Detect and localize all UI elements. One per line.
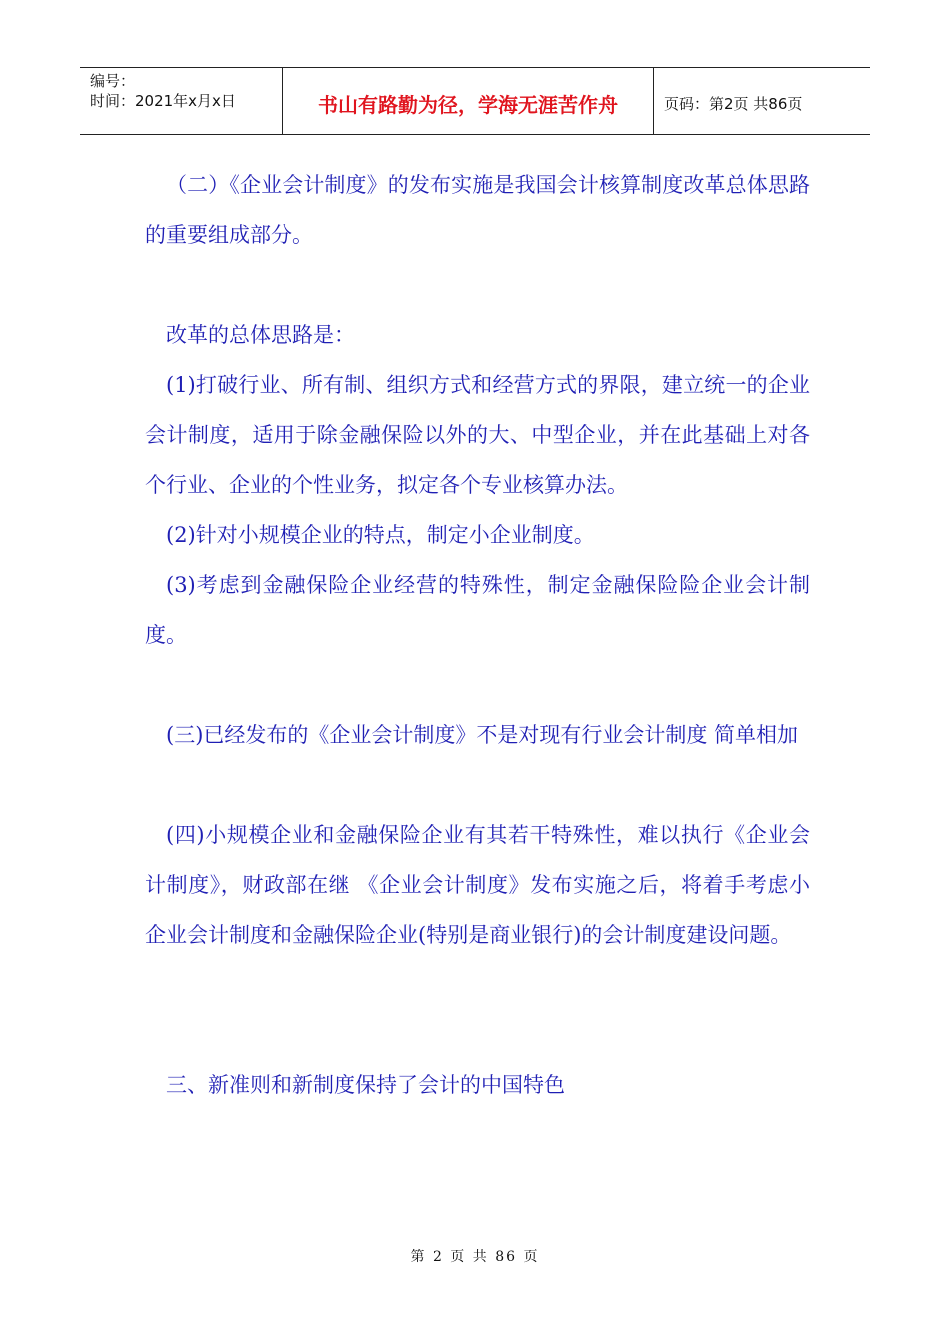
document-date: 时间：2021年x月x日 — [90, 92, 236, 110]
document-number-label: 编号： — [90, 72, 136, 90]
document-body — [145, 160, 810, 1110]
header-left-cell — [80, 68, 282, 134]
paragraph-item-1: (1)打破行业、所有制、组织方式和经营方式的界限，建立统一的企业会计制度，适用于除金融保险以外的大、中型企业，并在此基础上对各个行业、企业的个性业务，拟定各个专业核算办法。 — [145, 373, 810, 497]
header-page-cell — [654, 68, 870, 134]
paragraph-2: （二）《企业会计制度》的发布实施是我国会计核算制度改革总体思路的重要组成部分。 — [145, 173, 810, 247]
spacer — [145, 960, 810, 1060]
paragraph-3: (三)已经发布的《企业会计制度》不是对现有行业会计制度 简单相加 — [166, 723, 799, 747]
paragraph-item-2: (2)针对小规模企业的特点，制定小企业制度。 — [166, 523, 595, 547]
spacer — [145, 660, 810, 710]
page-footer: 第 2 页 共 86 页 — [410, 1249, 540, 1265]
paragraph-overall-idea: 改革的总体思路是： — [166, 323, 355, 347]
section-heading-3: 三、新准则和新制度保持了会计的中国特色 — [166, 1073, 565, 1097]
paragraph-4: (四)小规模企业和金融保险企业有其若干特殊性，难以执行《企业会计制度》，财政部在继 《企业会计制度》发布实施之后，将着手考虑小企业会计制度和金融保险企业(特别是商业银行)的会计制度建设问题。 — [145, 823, 810, 947]
header-motto-cell — [282, 68, 654, 134]
spacer — [145, 760, 810, 810]
page-header — [80, 67, 870, 135]
spacer — [145, 260, 810, 310]
header-motto: 书山有路勤为径，学海无涯苦作舟 — [318, 92, 618, 117]
paragraph-item-3: (3)考虑到金融保险企业经营的特殊性，制定金融保险险企业会计制度。 — [145, 573, 810, 647]
header-page-info: 页码：第2页 共86页 — [664, 94, 803, 113]
